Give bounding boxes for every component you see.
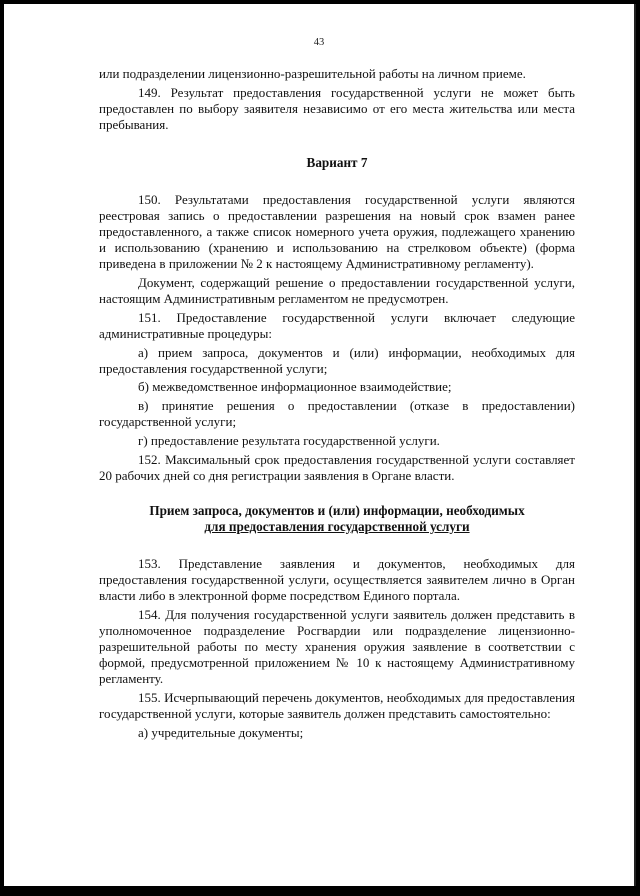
section-heading-line-1: Прием запроса, документов и (или) информации, необходимых [149,502,525,518]
paragraph-154: 154. Для получения государственной услуги заявитель должен представить в уполномоченное подразделение Росгвардии или подразделение лицензионно-разрешительной работы по месту хранения оружия заявление в соответствии с формой, предусмотренной приложением № 10 к настоящему Административному регламенту. [99,606,575,687]
document-page [4,4,636,886]
paragraph-150: 150. Результатами предоставления государственной услуги являются реестровая запись о предоставлении разрешения на новый срок взамен ранее предоставленного, а также список номерного учета оружия, подлежащего хранению и использованию (хранению и использованию на стрелковом объекте) (форма приведена в приложении № 2 к настоящему Административному регламенту). [99,192,575,272]
paragraph-155: 155. Исчерпывающий перечень документов, необходимых для предоставления государственной услуги, которые заявитель должен представить самостоятельно: [99,689,575,722]
paragraph-document-decision: Документ, содержащий решение о предоставлении государственной услуги, настоящим Административным регламентом не предусмотрен. [99,275,575,307]
list-item-v: в) принятие решения о предоставлении (отказе в предоставлении) государственной услуги; [99,398,575,430]
section-heading-line-2: для предоставления государственной услуги [204,518,470,534]
section-heading-variant-7: Вариант 7 [306,154,368,170]
paragraph-153: 153. Представление заявления и документов, необходимых для предоставления государственной услуги, осуществляется заявителем лично в Орган власти либо в электронной форме посредством Единого портала. [99,556,575,604]
page-number: 43 [313,37,325,48]
paragraph-151: 151. Предоставление государственной услуги включает следующие административные процедуры: [99,309,575,341]
list-item-g: г) предоставление результата государственной услуги. [138,432,440,448]
list-item-a-founding-docs: а) учредительные документы; [138,724,304,740]
paragraph-149: 149. Результат предоставления государственной услуги не может быть предоставлен по выбору заявителя независимо от его места жительства или места пребывания. [99,84,575,132]
document-body [99,66,575,743]
list-item-b: б) межведомственное информационное взаимодействие; [138,379,452,395]
list-item-a: а) прием запроса, документов и (или) информации, необходимых для предоставления государственной услуги; [99,344,575,376]
section-heading-line-2-wrap [99,519,575,535]
paragraph-152: 152. Максимальный срок предоставления государственной услуги составляет 20 рабочих дней со дня регистрации заявления в Органе власти. [99,451,575,483]
paragraph-continuation: или подразделении лицензионно-разрешительной работы на личном приеме. [99,66,526,81]
